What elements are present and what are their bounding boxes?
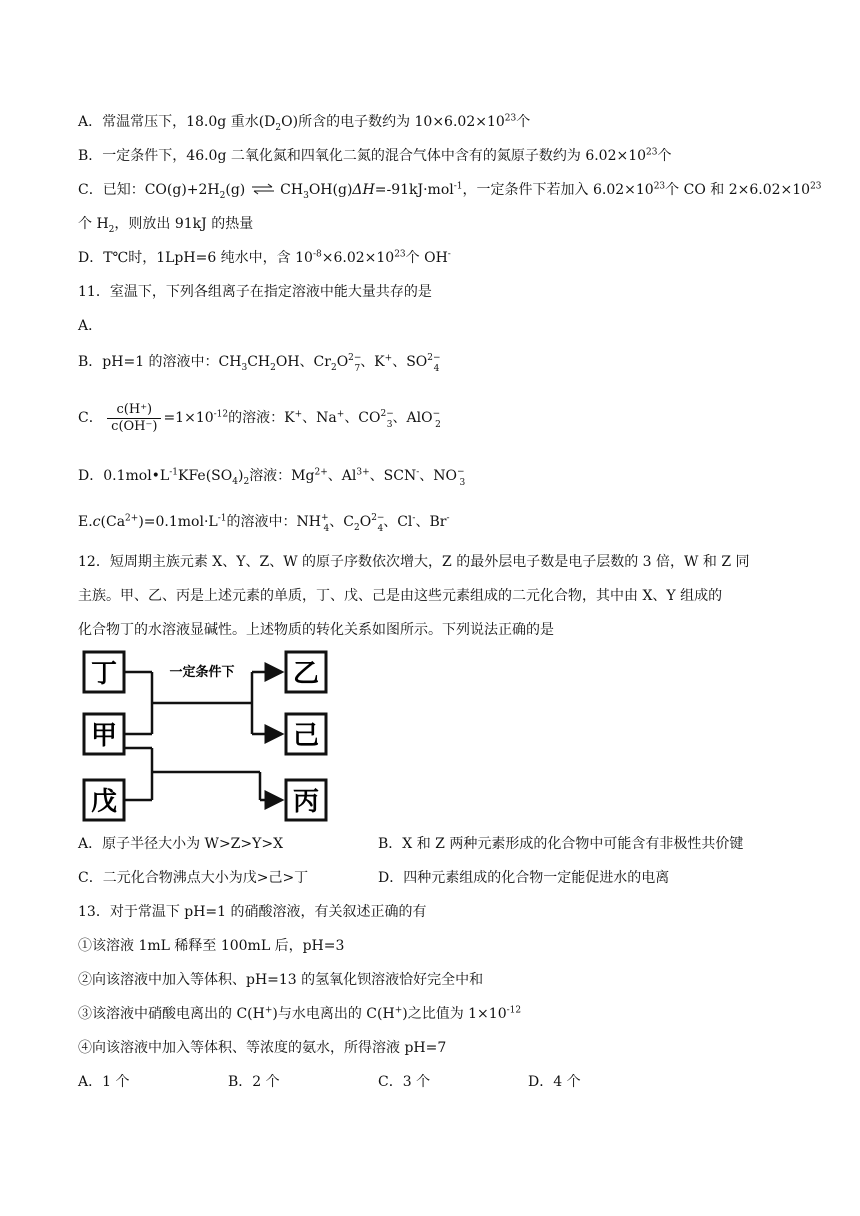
q11-option-c: C． $\frac{c(H^+)}{c(OH^-)}$ $=1\times 10^{-12}$的溶液：K+、Na+、$CO^{2-}_3$、AlO−$_2$ [78,401,441,434]
q10-option-c: C．已知：$CO(g)+2H_2(g)$ $CH_3OH(g)\Delta H=-91kJ\cdot mol^{-1}$，一定条件下若加入 $6.02\times 10^{23}$个 CO 和 $2\times 6.02\times 10^{23}$ [78,181,822,201]
q12-option-c: C．二元化合物沸点大小为戊>己>丁 [78,870,309,886]
q13-statement-2: ②向该溶液中加入等体积、pH=13 的氢氧化钡溶液恰好完全中和 [78,972,484,988]
q13-option-a: A．1 个 [78,1074,130,1090]
label-wu: 戊 [90,787,118,817]
q12-stem-line-1: 12．短周期主族元素 X、Y、Z、W 的原子序数依次增大，Z 的最外层电子数是电子层数的 3 倍，W 和 Z 同 [78,554,750,570]
label-ji: 己 [292,721,320,751]
q12-option-b: B．X 和 Z 两种元素形成的化合物中可能含有非极性共价键 [378,836,744,852]
condition-label: 一定条件下 [169,665,235,680]
label-jia: 甲 [90,721,118,751]
q13-statement-1: ①该溶液 1mL 稀释至 100mL 后，pH=3 [78,938,345,954]
label-bing: 丙 [292,787,320,817]
q12-stem-line-3: 化合物丁的水溶液显碱性。上述物质的转化关系如图所示。下列说法正确的是 [78,622,554,638]
q12-stem-line-2: 主族。甲、乙、丙是上述元素的单质，丁、戊、己是由这些元素组成的二元化合物，其中由 X、Y 组成的 [78,588,723,604]
reaction-arrows [124,672,282,800]
q11-option-a: A． [78,318,103,334]
label-yi: 乙 [292,659,320,689]
q10-option-a: A．常温常压下，18.0g 重水$(D_2O)$所含的电子数约为 $10\times 6.02\times 10^{23}$个 [78,113,531,133]
q11-option-b: B．pH=1 的溶液中：$CH_3CH_2OH$、$Cr_2O^{2-}_7$、K+、$SO^{2-}_4$ [78,353,441,374]
q10-option-d: D．T℃时，1LpH=6 纯水中，含 $10^{-8}\times 6.02\times 10^{23}$个 OH- [78,249,451,266]
q13-option-d: D．4 个 [528,1074,581,1090]
q12-option-a: A．原子半径大小为 W>Z>Y>X [78,836,284,852]
q11-stem: 11．室温下，下列各组离子在指定溶液中能大量共存的是 [78,284,432,300]
q13-statement-3: ③该溶液中硝酸电离出的 C(H+)与水电离出的 C(H+)之比值为 $1\times 10^{-12}$ [78,1005,522,1022]
q13-stem: 13．对于常温下 pH=1 的硝酸溶液，有关叙述正确的有 [78,904,427,920]
q11-option-e: $E.c(Ca^{2+})=0.1mol\cdot L^{-1}$的溶液中：$NH^+_4$、$C_2O^{2-}_4$、Cl-、Br- [78,513,450,534]
label-ding: 丁 [90,659,118,689]
conversion-diagram [80,648,340,828]
concentration-ratio-fraction: $\frac{c(H^+)}{c(OH^-)}$ [107,402,161,435]
q11-option-d: D．$0.1mol•L^{-1}KFe(SO_4)_2$溶液：$Mg^{2+}$、$Al^{3+}$、SCN-、$NO^-_3$ [78,467,466,488]
q13-statement-4: ④向该溶液中加入等体积、等浓度的氨水，所得溶液 pH=7 [78,1040,447,1056]
q12-option-d: D．四种元素组成的化合物一定能促进水的电离 [378,870,670,886]
reversible-arrow-icon [250,182,276,196]
q13-option-b: B．2 个 [228,1074,280,1090]
q10-option-c-cont: 个 $H_2$，则放出 91kJ 的热量 [78,216,254,235]
q13-option-c: C．3 个 [378,1074,431,1090]
q10-option-b: B．一定条件下，46.0g 二氧化氮和四氧化二氮的混合气体中含有的氮原子数约为 $6.02\times 10^{23}$个 [78,147,672,164]
